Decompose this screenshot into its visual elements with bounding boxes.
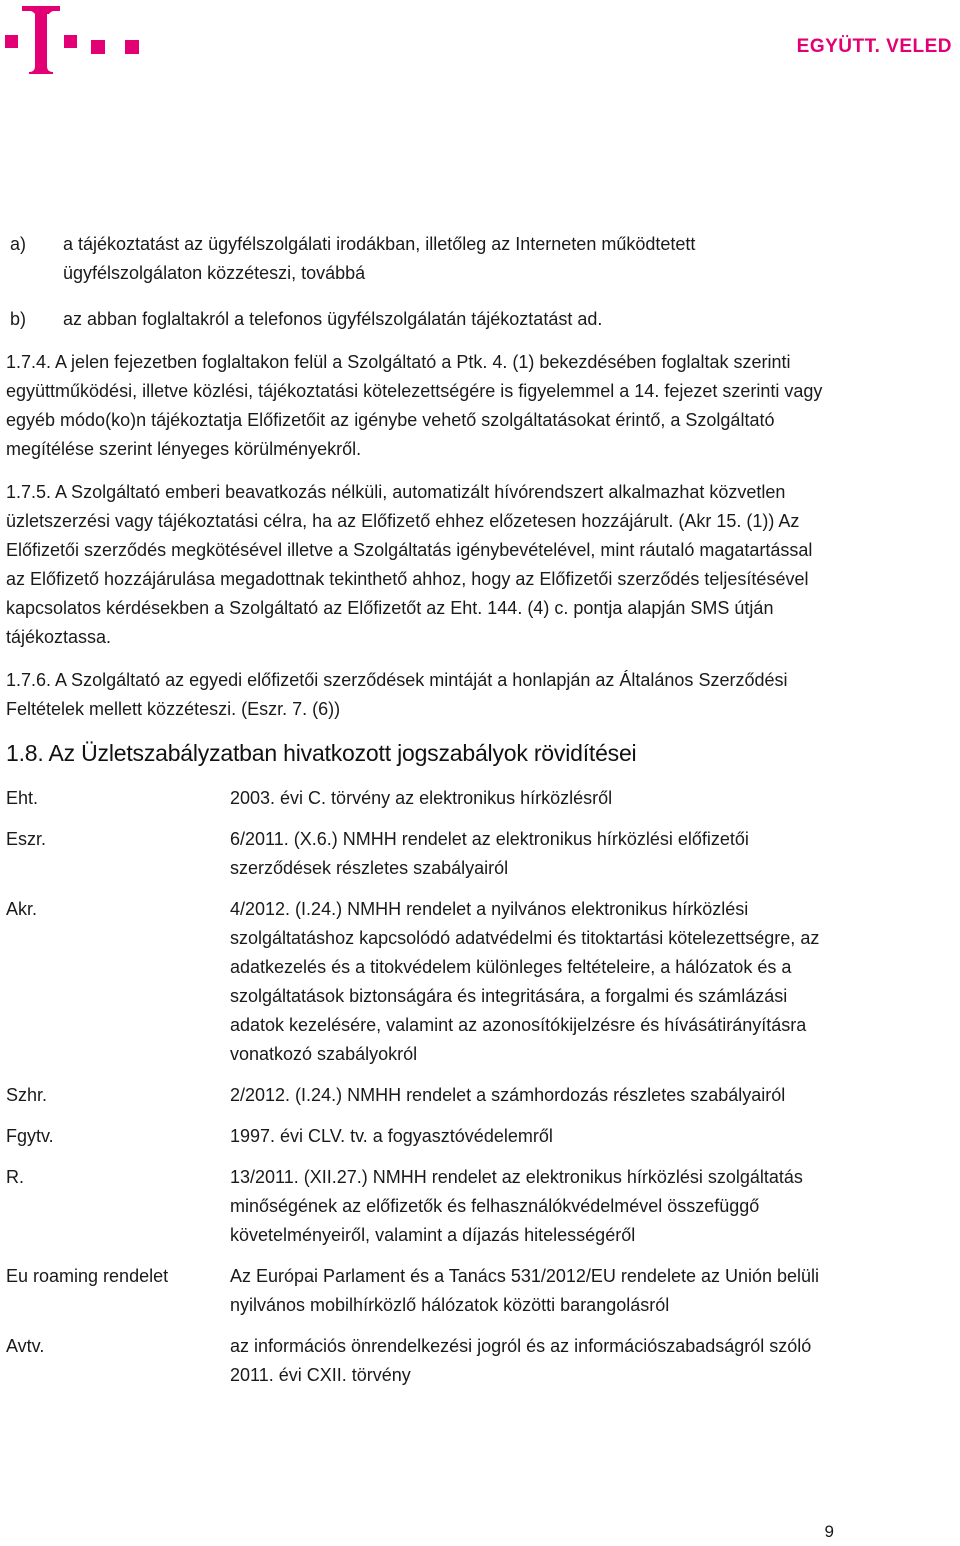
page-header xyxy=(0,0,960,80)
list-item xyxy=(6,230,832,288)
table-row xyxy=(6,895,832,1081)
table-row xyxy=(6,784,832,825)
table-row xyxy=(6,825,832,895)
abbreviations-table xyxy=(6,784,832,1402)
abbreviation-definition: 4/2012. (I.24.) NMHH rendelet a nyilvános elektronikus hírközlési szolgáltatáshoz kapcsolódó adatvédelmi és titoktartási kötelezettségre, az adatkezelés és a titokvédelem különleges feltételeire, a hálózatok és a szolgáltatások biztonságára és integritására, a forgalmi és számlázási adatok kezelésére, valamint az azonosítókijelzésre és hívásátirányításra vonatkozó szabályokról xyxy=(230,899,820,1064)
abbreviation: Fgytv. xyxy=(6,1126,54,1146)
abbreviation-definition: 2003. évi C. törvény az elektronikus hírközlésről xyxy=(230,788,613,808)
paragraph-1-7-5: 1.7.5. A Szolgáltató emberi beavatkozás nélküli, automatizált hívórendszert alkalmazhat közvetlen üzletszerzési vagy tájékoztatási célra, ha az Előfizető ehhez előzetesen hozzájárult. (Akr 15. (1)) Az Előfizetői szerződés megkötésével illetve a Szolgáltatás igénybevételével, mint ráutaló magatartással az Előfizető hozzájárulása megadottnak tekinthető ahhoz, hogy az Előfizetői szerződés teljesítésével kapcsolatos kérdésekben a Szolgáltató az Előfizetőt az Eht. 144. (4) c. pontja alapján SMS útján tájékoztassa. xyxy=(6,482,813,647)
section-heading: 1.8. Az Üzletszabályzatban hivatkozott jogszabályok rövidítései xyxy=(6,740,637,766)
list-marker: a) xyxy=(10,234,27,254)
list-item-text: az abban foglaltakról a telefonos ügyfélszolgálatán tájékoztatást ad. xyxy=(63,309,603,329)
telekom-t-logo-icon xyxy=(5,6,145,74)
abbreviation-definition: az információs önrendelkezési jogról és az információszabadságról szóló 2011. évi CXII. törvény xyxy=(230,1336,812,1385)
abbreviation: R. xyxy=(6,1167,24,1187)
table-row xyxy=(6,1081,832,1122)
abbreviation-definition: 13/2011. (XII.27.) NMHH rendelet az elektronikus hírközlési szolgáltatás minőségének az előfizetők és felhasználókvédelmével összefüggő követelményeiről, valamint a díjazás hitelességéről xyxy=(230,1167,803,1245)
table-row xyxy=(6,1332,832,1402)
abbreviation: Eszr. xyxy=(6,829,47,849)
table-row xyxy=(6,1163,832,1262)
abbreviation-definition: Az Európai Parlament és a Tanács 531/2012/EU rendelete az Unión belüli nyilvános mobilhírközlő hálózatok közötti barangolásról xyxy=(230,1266,820,1315)
list-item xyxy=(6,305,832,334)
abbreviation: Avtv. xyxy=(6,1336,45,1356)
abbreviation: Eht. xyxy=(6,788,39,808)
list-item-text: a tájékoztatást az ügyfélszolgálati irodákban, illetőleg az Interneten működtetett ügyfélszolgálaton közzéteszi, továbbá xyxy=(63,234,696,283)
table-row xyxy=(6,1122,832,1163)
abbreviation-definition: 1997. évi CLV. tv. a fogyasztóvédelemről xyxy=(230,1126,553,1146)
abbreviation-definition: 6/2011. (X.6.) NMHH rendelet az elektronikus hírközlési előfizetői szerződések részletes szabályairól xyxy=(230,829,749,878)
paragraph-1-7-4: 1.7.4. A jelen fejezetben foglaltakon felül a Szolgáltató a Ptk. 4. (1) bekezdésében foglaltak szerinti együttműködési, illetve közlési, tájékoztatási kötelezettségére is figyelemmel a 14. fejezet szerinti vagy egyéb módo(ko)n tájékoztatja Előfizetőit az igénybe vehető szolgáltatásokat érintő, a Szolgáltató megítélése szerint lényeges körülményekről. xyxy=(6,352,823,459)
abbreviation: Akr. xyxy=(6,899,38,919)
table-row xyxy=(6,1262,832,1332)
page-number: 9 xyxy=(824,1522,834,1541)
brand-slogan: EGYÜTT. VELED xyxy=(796,36,952,57)
abbreviation-definition: 2/2012. (I.24.) NMHH rendelet a számhordozás részletes szabályairól xyxy=(230,1085,786,1105)
list-marker: b) xyxy=(10,309,27,329)
abbreviation: Eu roaming rendelet xyxy=(6,1266,169,1286)
document-body xyxy=(6,230,832,1402)
abbreviation: Szhr. xyxy=(6,1085,48,1105)
paragraph-1-7-6: 1.7.6. A Szolgáltató az egyedi előfizetői szerződések mintáját a honlapján az Általános Szerződési Feltételek mellett közzéteszi. (Eszr. 7. (6)) xyxy=(6,670,788,719)
